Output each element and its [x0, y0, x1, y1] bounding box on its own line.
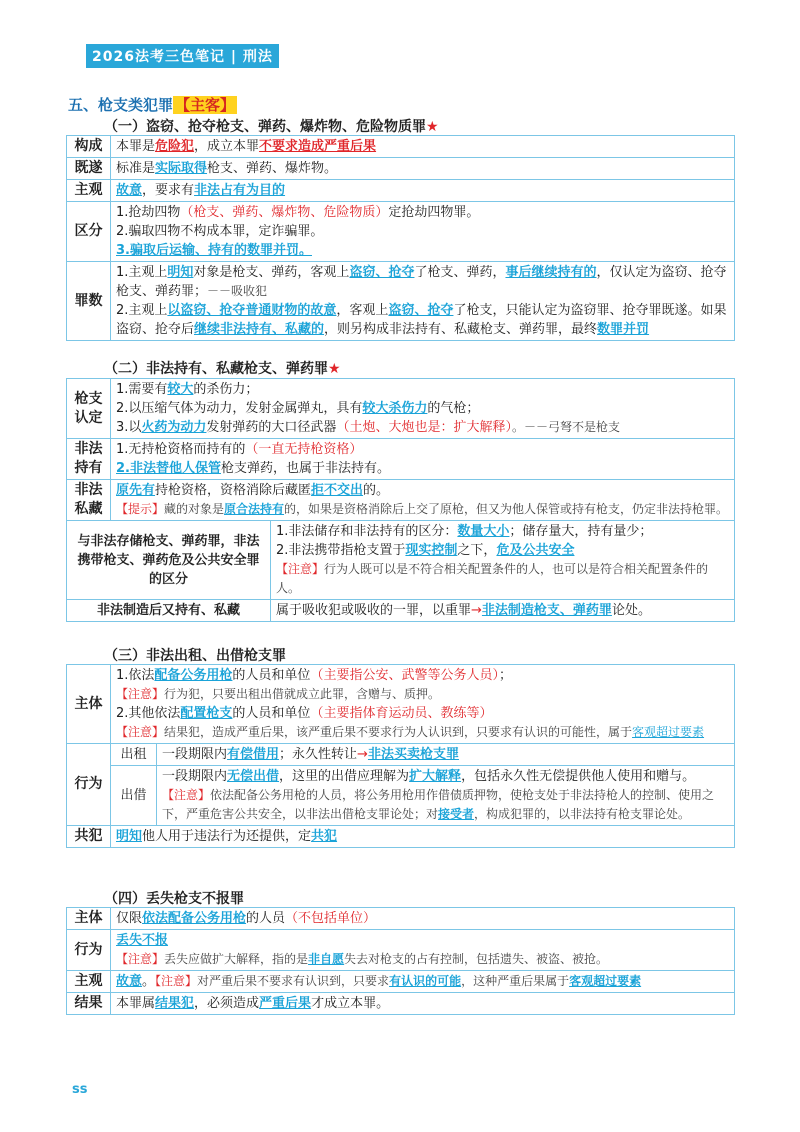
- text: 2.其他依法: [116, 706, 181, 721]
- row-value: [271, 521, 735, 600]
- row-key: 主观: [67, 180, 111, 202]
- text: 论处。: [611, 603, 651, 618]
- subheading-4: （四）丢失枪支不报罪: [104, 891, 244, 907]
- row-value: [157, 766, 735, 826]
- section-title: [68, 94, 237, 115]
- table-row: [67, 766, 735, 826]
- text: 一段期限内: [162, 769, 228, 784]
- highlight: 客观超过要素: [632, 725, 705, 739]
- table-3: [66, 664, 735, 848]
- line: [116, 666, 729, 685]
- text: ，成立本罪: [194, 139, 260, 154]
- text: ；储存量大，持有量少；: [509, 524, 653, 539]
- text: 的人员: [246, 911, 286, 926]
- note: [116, 723, 729, 742]
- note: [162, 786, 729, 824]
- row-subkey: 出租: [111, 744, 157, 766]
- highlight: 2.非法替他人保管: [116, 461, 221, 476]
- highlight: 以盗窃、抢夺普通财物的故意: [167, 303, 337, 318]
- row-value: [111, 202, 735, 262]
- note-label: 【注意】: [162, 788, 211, 802]
- highlight: 明知: [116, 829, 143, 844]
- highlight: 继续非法持有、私藏的: [194, 322, 325, 337]
- text: 发射弹药的大口径武器: [206, 420, 337, 435]
- text: 依法配备公务用枪的人员，将公务用枪用作借债质押物，使枪支处于非法持枪人的控制、使用之下，严重危害公共安全，以非法出借枪支罪论处；对: [162, 788, 715, 821]
- highlight: 非法买卖枪支罪: [367, 747, 459, 762]
- table-2: [66, 378, 735, 622]
- line: [116, 481, 729, 500]
- row-key: 主观: [67, 971, 111, 993]
- text: ，仅认定为盗窃、抢夺枪支、弹药罪；: [116, 265, 727, 299]
- text: 对象是枪支、弹药，客观上: [193, 265, 350, 280]
- highlight: 盗窃、抢夺: [388, 303, 454, 318]
- text: 丢失应做扩大解释，指的是: [164, 952, 309, 966]
- text: 2.以压缩气体为动力，发射金属弹丸，具有: [116, 401, 363, 416]
- highlight: 现实控制: [405, 543, 458, 558]
- highlight: 数罪并罚: [597, 322, 650, 337]
- text: ，要求有: [142, 183, 195, 198]
- text: 对严重后果不要求有认识到，只要求: [197, 974, 390, 988]
- star-icon: ★: [426, 119, 439, 135]
- line: 丢失不报: [116, 933, 169, 948]
- row-value: [111, 665, 735, 744]
- highlight: 配置枪支: [180, 706, 233, 721]
- text: ，客观上: [336, 303, 389, 318]
- table-row: [67, 439, 735, 480]
- text: 一段期限内: [162, 747, 228, 762]
- highlight: 拒不交出: [311, 483, 364, 498]
- row-value: [111, 439, 735, 480]
- row-value: [111, 262, 735, 341]
- line: [116, 263, 729, 301]
- table-row: [67, 158, 735, 180]
- highlight: 原先有: [116, 483, 156, 498]
- subheading-1: [104, 116, 439, 136]
- text: 的气枪；: [427, 401, 480, 416]
- table-row: [67, 480, 735, 521]
- note: [116, 500, 729, 519]
- table-row: [67, 600, 735, 622]
- note: [276, 560, 729, 598]
- text: 了枪支，只能认定为盗窃罪、抢夺罪既遂。如果盗窃、抢夺后: [116, 303, 727, 337]
- subheading-3: （三）非法出租、出借枪支罪: [104, 648, 286, 664]
- star-icon: ★: [328, 361, 341, 377]
- row-value: [111, 180, 735, 202]
- row-value: [111, 158, 735, 180]
- highlight: 扩大解释: [409, 769, 462, 784]
- table-row: [67, 379, 735, 439]
- table-row: [67, 971, 735, 993]
- row-key: 与非法存储枪支、弹药罪，非法携带枪支、弹药危及公共安全罪的区分: [67, 521, 271, 600]
- table-row: [67, 908, 735, 930]
- line: [116, 301, 729, 339]
- text: 的人员和单位: [232, 668, 311, 683]
- table-row: [67, 665, 735, 744]
- highlight: 非自愿: [308, 952, 345, 966]
- note: [116, 685, 729, 704]
- row-key: 构成: [67, 136, 111, 158]
- highlight: 危及公共安全: [496, 543, 575, 558]
- text: 1.抢劫四物: [116, 205, 181, 220]
- row-subkey: 出借: [111, 766, 157, 826]
- note-label: 【注意】: [276, 562, 325, 576]
- highlight: 不要求造成严重后果: [259, 139, 377, 154]
- note: [155, 974, 641, 988]
- annotation: －－吸收犯: [207, 284, 268, 298]
- highlight: 客观超过要素: [569, 974, 642, 988]
- text: 2.非法携带指枪支置于: [276, 543, 406, 558]
- text: 失去对枪支的占有控制，包括遗失、被盗、被抢。: [344, 952, 609, 966]
- footer-mark: ss: [72, 1082, 88, 1097]
- text: 仅限: [116, 911, 143, 926]
- text: 持枪资格，资格消除后藏匿: [155, 483, 312, 498]
- table-row: [67, 993, 735, 1015]
- highlight: 严重后果: [259, 996, 312, 1011]
- highlight: 有认识的可能: [389, 974, 462, 988]
- highlight: 无偿出借: [227, 769, 280, 784]
- table-row: [67, 202, 735, 262]
- highlight: 接受者: [438, 807, 475, 821]
- highlight: 非法占有为目的: [194, 183, 286, 198]
- row-key: 行为: [67, 930, 111, 971]
- text: 了枪支、弹药，: [414, 265, 506, 280]
- line: [162, 767, 729, 786]
- text: 1.需要有: [116, 382, 168, 397]
- text: ，构成犯罪的，以非法持有枪支罪论处。: [474, 807, 691, 821]
- line: [116, 203, 729, 222]
- table-row: [67, 136, 735, 158]
- line: [116, 380, 729, 399]
- text: ，必须造成: [194, 996, 260, 1011]
- highlight: 共犯: [311, 829, 338, 844]
- highlight: 较大: [167, 382, 194, 397]
- row-value: [111, 908, 735, 930]
- highlight: 有偿借用: [227, 747, 280, 762]
- highlight: （土炮、大炮也是：扩大解释）: [336, 420, 512, 435]
- highlight: （不包括单位）: [285, 911, 377, 926]
- text: ；永久性转让: [279, 747, 358, 762]
- highlight: 数量大小: [457, 524, 510, 539]
- row-key: 主体: [67, 665, 111, 744]
- row-key: 非法持有: [67, 439, 111, 480]
- row-key: 非法私藏: [67, 480, 111, 521]
- subheading-2-text: （二）非法持有、私藏枪支、弹药罪: [104, 361, 328, 377]
- text: 行为犯，只要出租出借就成立此罪，含赠与、质押。: [164, 687, 441, 701]
- note: [116, 950, 729, 969]
- row-value: [111, 993, 735, 1015]
- line: 2.骗取四物不构成本罪，定诈骗罪。: [116, 224, 324, 239]
- line: [116, 418, 729, 437]
- highlight: 危险犯: [155, 139, 195, 154]
- row-value: [111, 480, 735, 521]
- highlight: 非法制造枪支、弹药罪: [481, 603, 612, 618]
- row-key: 枪支认定: [67, 379, 111, 439]
- text: 的，如果是资格消除后上交了原枪，但又为他人保管或持有枪支，仍定非法持枪罪。: [284, 502, 729, 516]
- text: 枪支、弹药、爆炸物。: [207, 161, 338, 176]
- highlight: （一直无持枪资格）: [245, 442, 363, 457]
- table-row: [67, 521, 735, 600]
- text: 2.主观上: [116, 303, 168, 318]
- text: 。: [142, 974, 156, 989]
- table-row: [67, 930, 735, 971]
- highlight: 明知: [167, 265, 194, 280]
- text: 他人用于违法行为还提供，定: [142, 829, 312, 844]
- line: 3.骗取后运输、持有的数罪并罚。: [116, 243, 312, 258]
- row-value: [111, 971, 735, 993]
- line: [116, 399, 729, 418]
- note-label: 【注意】: [116, 952, 165, 966]
- row-key: 主体: [67, 908, 111, 930]
- row-value: [111, 930, 735, 971]
- text: 的人员和单位: [232, 706, 311, 721]
- row-key: 区分: [67, 202, 111, 262]
- highlight: 配备公务用枪: [154, 668, 233, 683]
- line: [276, 522, 729, 541]
- row-value: [111, 826, 735, 848]
- section-tag: 【主客】: [175, 96, 236, 114]
- text: 之下，: [457, 543, 497, 558]
- line: [116, 704, 729, 723]
- header-banner: 2026法考三色笔记 | 刑法: [86, 44, 279, 68]
- text: 藏的对象是: [164, 502, 225, 516]
- row-value: [271, 600, 735, 622]
- text: 1.主观上: [116, 265, 168, 280]
- text: 定抢劫四物罪。: [388, 205, 480, 220]
- highlight: （枪支、弹药、爆炸物、危险物质）: [180, 205, 389, 220]
- text: 1.无持枪资格而持有的: [116, 442, 246, 457]
- row-key: 共犯: [67, 826, 111, 848]
- text: 的。: [363, 483, 390, 498]
- table-4: [66, 907, 735, 1015]
- note-label: 【注意】: [116, 725, 165, 739]
- highlight: （主要指公安、武警等公务人员）: [310, 668, 499, 683]
- text: ，包括永久性无偿提供他人使用和赠与。: [461, 769, 696, 784]
- row-key: 结果: [67, 993, 111, 1015]
- row-key: 既遂: [67, 158, 111, 180]
- line: [116, 440, 729, 459]
- row-value: [111, 136, 735, 158]
- section-title-text: 五、枪支类犯罪: [68, 96, 174, 114]
- text: ，则另构成非法持有、私藏枪支、弹药罪，最终: [324, 322, 598, 337]
- highlight: 结果犯: [155, 996, 195, 1011]
- table-row: [67, 180, 735, 202]
- highlight: 原合法持有: [224, 502, 285, 516]
- table-row: [67, 744, 735, 766]
- table-row: [67, 262, 735, 341]
- text: 本罪属: [116, 996, 156, 1011]
- text: 1.依法: [116, 668, 155, 683]
- text: 3.以: [116, 420, 142, 435]
- text: ；: [498, 668, 512, 683]
- arrow-icon: →: [357, 747, 368, 762]
- subheading-2: [104, 358, 341, 378]
- arrow-icon: →: [471, 603, 482, 618]
- line: [276, 541, 729, 560]
- subheading-1-text: （一）盗窃、抢夺枪支、弹药、爆炸物、危险物质罪: [104, 119, 426, 135]
- highlight: 火药为动力: [141, 420, 207, 435]
- note-label: 【注意】: [116, 687, 165, 701]
- text: 才成立本罪。: [311, 996, 390, 1011]
- row-key: 罪数: [67, 262, 111, 341]
- text: 本罪是: [116, 139, 156, 154]
- highlight: 故意: [116, 183, 143, 198]
- note-label: 【提示】: [116, 502, 165, 516]
- table-1: [66, 135, 735, 341]
- highlight: 较大杀伤力: [362, 401, 428, 416]
- text: 枪支弹药，也属于非法持有。: [220, 461, 390, 476]
- highlight: 故意: [116, 974, 143, 989]
- note-label: 【注意】: [155, 974, 198, 988]
- row-key: 非法制造后又持有、私藏: [67, 600, 271, 622]
- highlight: 事后继续持有的: [505, 265, 597, 280]
- line: [116, 459, 729, 478]
- text: 属于吸收犯或吸收的一罪，以重罪: [276, 603, 472, 618]
- text: 结果犯，造成严重后果，该严重后果不要求行为人认识到，只要求有认识的可能性，属于: [164, 725, 633, 739]
- text: 标准是: [116, 161, 156, 176]
- table-row: [67, 826, 735, 848]
- annotation: 。－－弓弩不是枪支: [511, 420, 620, 434]
- highlight: （主要指体育运动员、教练等）: [310, 706, 493, 721]
- text: 行为人既可以是不符合相关配置条件的人，也可以是符合相关配置条件的人。: [276, 562, 709, 595]
- text: 的杀伤力；: [193, 382, 259, 397]
- highlight: 盗窃、抢夺: [349, 265, 415, 280]
- row-key: 行为: [67, 744, 111, 826]
- highlight: 依法配备公务用枪: [142, 911, 247, 926]
- row-value: [111, 379, 735, 439]
- text: ，这里的出借应理解为: [279, 769, 410, 784]
- text: 1.非法储存和非法持有的区分：: [276, 524, 458, 539]
- highlight: 实际取得: [155, 161, 208, 176]
- row-value: [157, 744, 735, 766]
- text: ，这种严重后果属于: [461, 974, 570, 988]
